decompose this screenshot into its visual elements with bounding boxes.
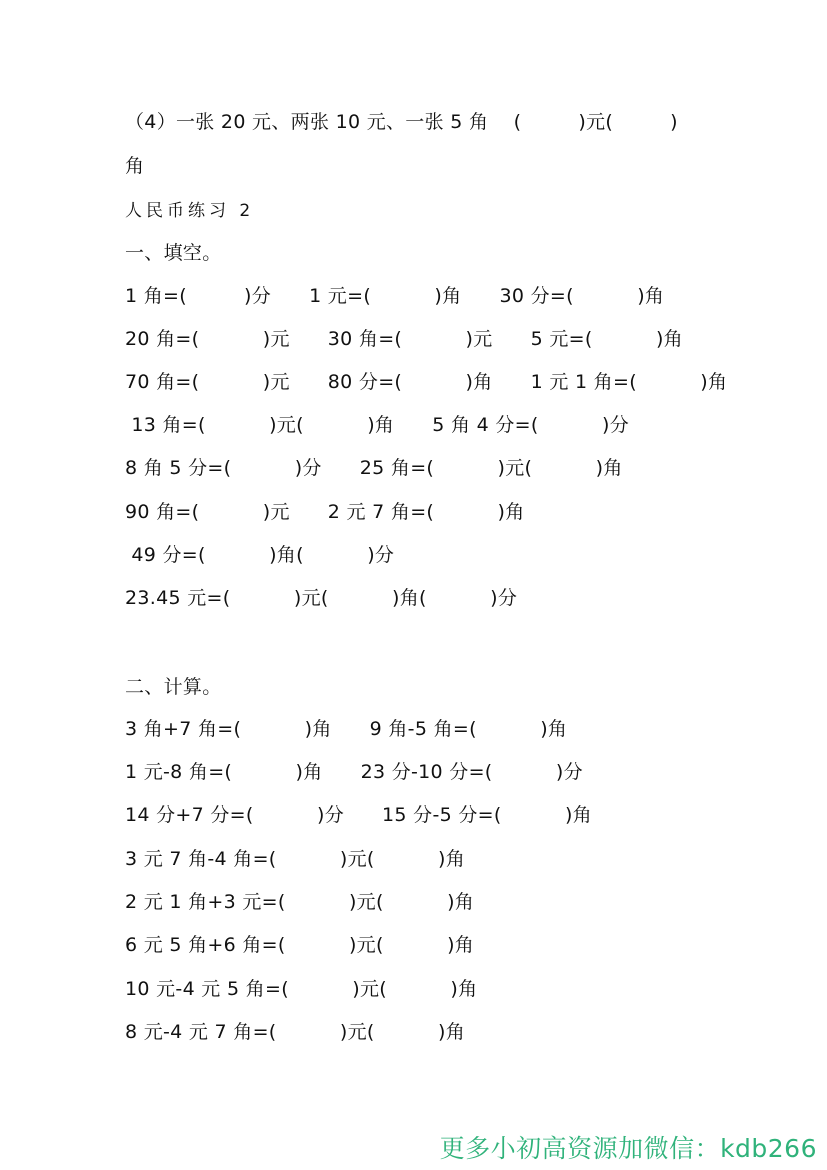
worksheet-title: 人民币练习 2 xyxy=(125,201,255,221)
question-4-line-2: 角 xyxy=(125,155,145,177)
calculation-row: 10 元-4 元 5 角=( )元( )角 xyxy=(125,978,478,1000)
fill-blank-row: 8 角 5 分=( )分 25 角=( )元( )角 xyxy=(125,457,623,479)
fill-blank-row: 13 角=( )元( )角 5 角 4 分=( )分 xyxy=(125,414,629,436)
fill-blank-row: 23.45 元=( )元( )角( )分 xyxy=(125,587,518,609)
calculation-row: 2 元 1 角+3 元=( )元( )角 xyxy=(125,891,475,913)
calculation-row: 3 角+7 角=( )角 9 角-5 角=( )角 xyxy=(125,718,568,740)
section-1-heading: 一、填空。 xyxy=(125,242,222,264)
question-4-line-1: （4）一张 20 元、两张 10 元、一张 5 角 ( )元( ) xyxy=(125,111,678,133)
fill-blank-row: 90 角=( )元 2 元 7 角=( )角 xyxy=(125,501,525,523)
calculation-row: 1 元-8 角=( )角 23 分-10 分=( )分 xyxy=(125,761,583,783)
calculation-row: 14 分+7 分=( )分 15 分-5 分=( )角 xyxy=(125,804,592,826)
calculation-row: 6 元 5 角+6 角=( )元( )角 xyxy=(125,934,475,956)
watermark-text: 更多小初高资源加微信：kdb266 xyxy=(439,1134,817,1163)
calculation-row: 3 元 7 角-4 角=( )元( )角 xyxy=(125,848,466,870)
fill-blank-row: 20 角=( )元 30 角=( )元 5 元=( )角 xyxy=(125,328,683,350)
section-2-heading: 二、计算。 xyxy=(125,676,222,698)
fill-blank-row: 1 角=( )分 1 元=( )角 30 分=( )角 xyxy=(125,285,665,307)
calculation-row: 8 元-4 元 7 角=( )元( )角 xyxy=(125,1021,466,1043)
fill-blank-row: 49 分=( )角( )分 xyxy=(125,544,395,566)
fill-blank-row: 70 角=( )元 80 分=( )角 1 元 1 角=( )角 xyxy=(125,371,728,393)
